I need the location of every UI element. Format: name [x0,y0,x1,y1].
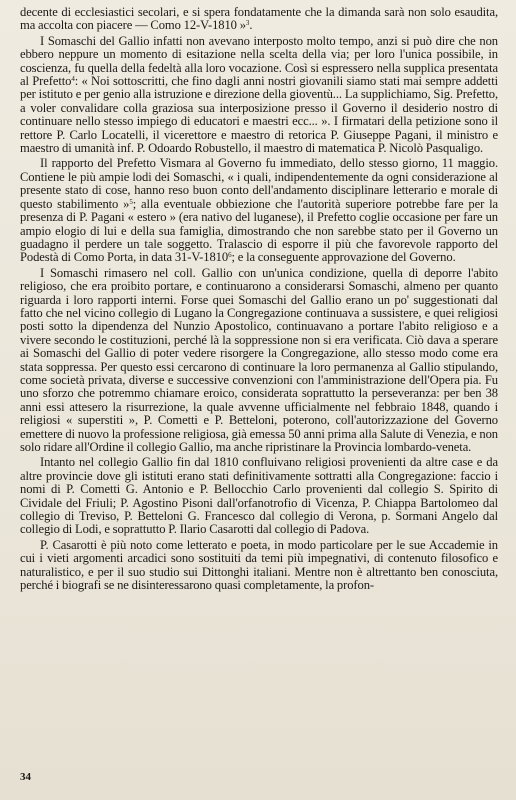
footnote-ref: 3 [245,19,250,28]
text-run: I Somaschi del Gallio infatti non avevano interposto molto tempo, anzi si può dire che non ebbero neppure un momento di esitazione nella scelta della via; per loro l'unica possibile, in coscienza, fu quella della fedeltà alla loro vocazione. Così si espressero nella supplica presentata al Prefetto [20,33,498,89]
paragraph [20,539,498,593]
footnote-ref: 5 [129,197,133,206]
paragraph [20,157,498,264]
text-run: Il rapporto del Prefetto Vismara al Governo fu immediato, dello stesso giorno, 11 maggio. Contiene le più ampie lodi dei Somaschi, « i quali, indipendentemente da ogni considerazione al presente stato di cose, hanno reso buon conto dell'andamento disciplinare letterario e morale di questo stabilimento » [20,156,498,211]
body-text [20,6,498,592]
footnote-ref: 6 [228,251,232,260]
text-run: decente di ecclesiastici secolari, e si spera fondatamente che la dimanda sarà non solo esaudita, ma accolta con piacere — Como 12-V-1810 » [20,5,498,33]
text-run: I Somaschi rimasero nel coll. Gallio con un'unica condizione, quella di deporre l'abito religioso, che era proibito portare, e continuarono a considerarsi Somaschi, almeno per quanto riguarda i loro rapporti interni. Forse quei Somaschi del Gallio erano un po' suggestionati dal fatto che nel vicino collegio di Lugano la Congregazione continuava a sussistere, e quei religiosi posti sotto la dipendenza del Nunzio Apostolico, continuavano a portare l'abito religioso e a vivere secondo le costituzioni, perché là la soppressione non si era verificata. Ciò dava a sperare ai Somaschi del Gallio di poter vedere risorgere la Congregazione, allo stesso modo come era stata soppressa. Per questo essi cercarono di continuare la loro permanenza al Gallio stipulando, come società privata, diverse e successive convenzioni con l'amministrazione dell'Opera pia. Fu uno sforzo che potremmo chiamare eroico, considerata soprattutto la perseveranza: per ben 38 anni essi attesero la risurrezione, la quale avvenne ufficialmente nel febbraio 1848, quando i religiosi « superstiti », P. Cometti e P. Betteloni, poterono, coll'autorizzazione del Governo emettere di nuovo la professione religiosa, già emessa 50 anni prima alla Salute di Venezia, e non solo ridare all'Ordine il collegio Gallio, ma anche ripristinare la Provincia lombardo-veneta. [20,265,498,454]
text-run: ; alla eventuale obbiezione che l'autorità superiore potrebbe fare per la presenza di P. Pagani « estero » (era nativo del luganese), il Prefetto coglie occasione per fare un ampio elogio di lui e della sua famiglia, dimostrando che non sarebbe stato per il Governo un guadagno il perdere un tale soggetto. Tralascio di esporre il più che favorevole rapporto del Podestà di Como Porta, in data 31-V-1810 [20,196,498,265]
paragraph [20,6,498,33]
text-run: . [249,18,253,33]
footnote-ref: 4 [71,75,75,84]
page-number: 34 [20,771,31,783]
text-run: P. Casarotti è più noto come letterato e poeta, in modo particolare per le sue Accademie in cui i vieti argomenti arcadici sono sostituiti da temi più impegnativi, di contenuto filosofico e naturalistico, e per il suo studio sui Dittonghi italiani. Mentre non è altrettanto ben conosciuta, perché i biografi se ne disinteressarono quasi completamente, la profon- [20,537,498,593]
text-run: ; e la conseguente approvazione del Governo. [231,250,456,265]
paragraph [20,456,498,536]
paragraph [20,35,498,156]
text-run: : « Noi sottoscritti, che fino dagli anni nostri giovanili siamo stati mai sempre addetti per istituto e per genio alla istruzione e direzione della gioventù... La supplichiamo, Sig. Prefetto, a voler convalidare colla graziosa sua interposizione presso il Governo il desiderio nostro di continuare nello stesso impiego di educatori e maestri ecc... ». I firmatari della petizione sono il rettore P. Carlo Locatelli, il vicerettore e maestro di retorica P. Giuseppe Pagani, il ministro e maestro di umanità inf. P. Odoardo Robustello, il maestro di matematica P. Nicolò Pasqualigo. [20,74,498,156]
paragraph [20,267,498,455]
text-run: Intanto nel collegio Gallio fin dal 1810 confluivano religiosi provenienti da altre case e da altre provincie dove gli istituti erano stati definitivamente sottratti alla Congregazione: faccio i nomi di P. Cometti G. Antonio e P. Bellocchio Carlo provenienti dal collegio S. Spirito di Cividale del Friuli; P. Agostino Pisoni dall'orfanotrofio di Vicenza, P. Chiappa Bartolomeo dal collegio di Treviso, P. Betteloni G. Francesco dal collegio di Verona, p. Sormani Angelo dal collegio di Lodi, e soprattutto P. Ilario Casarotti dal collegio di Padova. [20,455,498,537]
